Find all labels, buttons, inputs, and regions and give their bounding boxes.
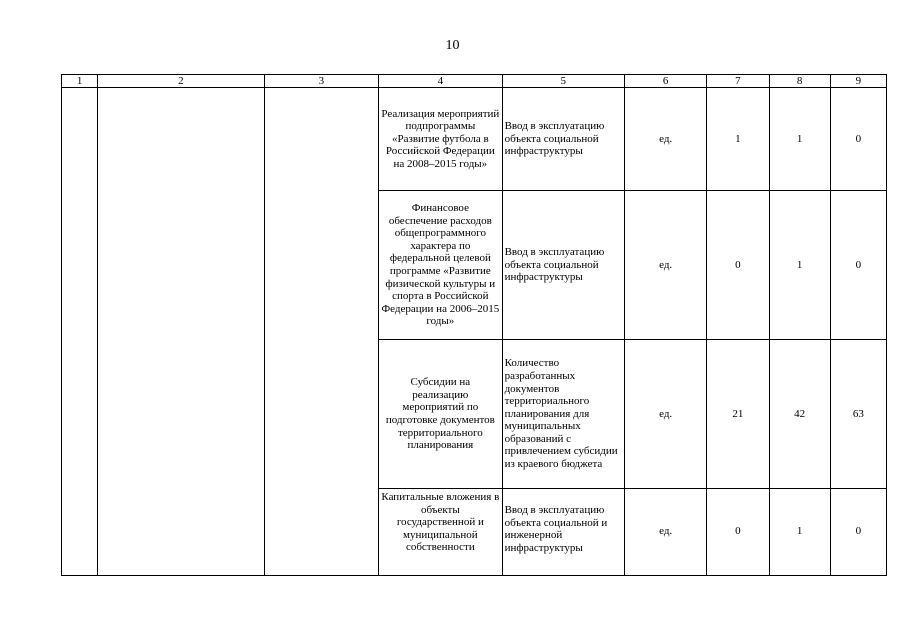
indicator-cell: Ввод в эксплуатацию объекта социальной инфраструктуры: [502, 191, 624, 340]
value-col9-cell: 0: [830, 88, 886, 191]
column-header-6: 6: [625, 75, 707, 88]
page-number: 10: [445, 38, 460, 53]
column-header-9: 9: [830, 75, 886, 88]
unit-cell: ед.: [625, 489, 707, 576]
table-row: [62, 88, 887, 191]
activity-cell: Финансовое обеспечение расходов общепрограммного характера по федеральной целевой программе «Развитие физической культуры и спорта в Российской Федерации на 2006–2015 годы»: [379, 191, 502, 340]
value-col8-cell: 42: [769, 340, 830, 489]
table-header-row: [62, 75, 887, 88]
value-col7-cell: 21: [707, 340, 769, 489]
column-header-5: 5: [502, 75, 624, 88]
column-header-7: 7: [707, 75, 769, 88]
value-col9-cell: 0: [830, 489, 886, 576]
activity-cell: Капитальные вложения в объекты государственной и муниципальной собственности: [379, 489, 502, 576]
value-col9-cell: 0: [830, 191, 886, 340]
data-table: [61, 74, 887, 576]
cell-col3-merged: [264, 88, 378, 576]
activity-cell: Реализация мероприятий подпрограммы «Развитие футбола в Российской Федерации на 2008–2015 годы»: [379, 88, 502, 191]
column-header-3: 3: [264, 75, 378, 88]
activity-cell: Субсидии на реализацию мероприятий по подготовке документов территориального планирования: [379, 340, 502, 489]
indicator-cell: Ввод в эксплуатацию объекта социальной и инженерной инфраструктуры: [502, 489, 624, 576]
value-col8-cell: 1: [769, 489, 830, 576]
value-col7-cell: 1: [707, 88, 769, 191]
unit-cell: ед.: [625, 191, 707, 340]
value-col9-cell: 63: [830, 340, 886, 489]
unit-cell: ед.: [625, 340, 707, 489]
value-col7-cell: 0: [707, 191, 769, 340]
column-header-2: 2: [98, 75, 265, 88]
column-header-8: 8: [769, 75, 830, 88]
column-header-4: 4: [379, 75, 502, 88]
cell-col2-merged: [98, 88, 265, 576]
indicator-cell: Количество разработанных документов территориального планирования для муниципальных образований с привлечением субсидии из краевого бюджета: [502, 340, 624, 489]
cell-col1-merged: [62, 88, 98, 576]
indicator-cell: Ввод в эксплуатацию объекта социальной инфраструктуры: [502, 88, 624, 191]
value-col7-cell: 0: [707, 489, 769, 576]
value-col8-cell: 1: [769, 191, 830, 340]
unit-cell: ед.: [625, 88, 707, 191]
column-header-1: 1: [62, 75, 98, 88]
value-col8-cell: 1: [769, 88, 830, 191]
